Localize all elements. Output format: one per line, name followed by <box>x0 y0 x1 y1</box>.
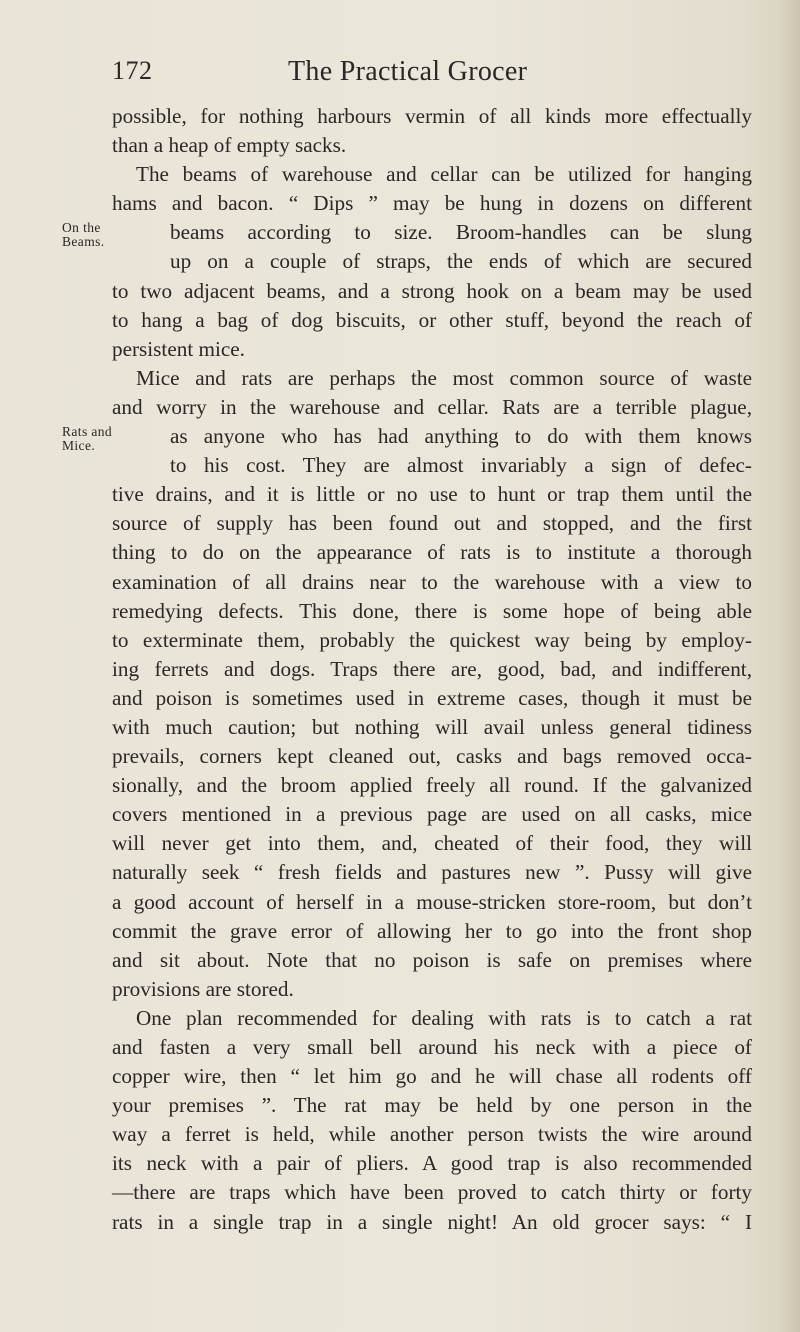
margin-note-rats: Rats and Mice. <box>62 424 113 454</box>
body-text <box>62 102 752 1237</box>
running-title: The Practical Grocer <box>288 56 528 87</box>
text-line: covers mentioned in a previous page are used on all casks, mice <box>112 802 752 827</box>
text-line: commit the grave error of allowing her to go into the front shop <box>112 918 752 943</box>
text-line: to two adjacent beams, and a strong hook on a beam may be used <box>112 278 752 303</box>
text-line: with much caution; but nothing will avail unless general tidiness <box>112 714 752 739</box>
text-line: and poison is sometimes used in extreme cases, though it must be <box>112 685 752 710</box>
text-line: rats in a single trap in a single night! An old grocer says: “ I <box>112 1209 752 1234</box>
text-line: than a heap of empty sacks. <box>112 133 347 158</box>
text-line: ing ferrets and dogs. Traps there are, good, bad, and indifferent, <box>112 656 752 681</box>
text-line: copper wire, then “ let him go and he will chase all rodents off <box>112 1064 752 1089</box>
text-line: prevails, corners kept cleaned out, casks and bags removed occa- <box>112 744 752 769</box>
text-line: hams and bacon. “ Dips ” may be hung in dozens on different <box>112 191 752 216</box>
text-line: will never get into them, and, cheated of their food, they will <box>112 831 752 856</box>
text-line: thing to do on the appearance of rats is to institute a thorough <box>112 540 752 565</box>
text-line-indented <box>112 247 752 276</box>
text-line: —there are traps which have been proved to catch thirty or forty <box>112 1180 752 1205</box>
text-line: as anyone who has had anything to do with them knows <box>170 424 752 449</box>
text-line: source of supply has been found out and stopped, and the first <box>112 511 752 536</box>
text-line: examination of all drains near to the warehouse with a view to <box>112 569 752 594</box>
page-edge-shadow <box>778 0 800 1332</box>
text-line: up on a couple of straps, the ends of which are secured <box>170 249 752 274</box>
text-line: and fasten a very small bell around his neck with a piece of <box>112 1035 752 1059</box>
text-line: your premises ”. The rat may be held by one person in the <box>112 1093 752 1118</box>
text-line: tive drains, and it is little or no use to hunt or trap them until the <box>112 482 752 507</box>
text-line-with-margin-note <box>62 422 752 454</box>
text-line: and sit about. Note that no poison is safe on premises where <box>112 947 752 972</box>
text-line-indented <box>112 451 752 480</box>
text-line: to hang a bag of dog biscuits, or other stuff, beyond the reach of <box>112 307 752 332</box>
text-line: possible, for nothing harbours vermin of all kinds more effectually <box>112 104 752 128</box>
text-line: remedying defects. This done, there is some hope of being able <box>112 598 752 623</box>
text-line-with-margin-note <box>62 218 752 250</box>
text-line: and worry in the warehouse and cellar. Rats are a terrible plague, <box>112 394 752 419</box>
text-line: a good account of herself in a mouse-stricken store-room, but don’t <box>112 889 752 914</box>
margin-note-beams: On the Beams. <box>62 220 105 250</box>
text-line: provisions are stored. <box>112 976 294 1001</box>
text-line: The beams of warehouse and cellar can be utilized for hanging <box>136 162 752 187</box>
page-header <box>112 56 752 96</box>
text-line: to exterminate them, probably the quickest way being by employ- <box>112 627 752 652</box>
text-line: way a ferret is held, while another person twists the wire around <box>112 1122 752 1147</box>
page-number: 172 <box>112 56 153 85</box>
text-line: Mice and rats are perhaps the most common source of waste <box>136 365 752 390</box>
text-line: to his cost. They are almost invariably a sign of defec- <box>170 453 752 478</box>
text-line: One plan recommended for dealing with rats is to catch a rat <box>136 1005 752 1030</box>
text-line: its neck with a pair of pliers. A good trap is also recommended <box>112 1151 752 1176</box>
text-line: persistent mice. <box>112 336 245 361</box>
text-line: beams according to size. Broom-handles can be slung <box>170 220 752 245</box>
text-line: naturally seek “ fresh fields and pastures new ”. Pussy will give <box>112 860 752 885</box>
text-line: sionally, and the broom applied freely all round. If the galvanized <box>112 773 752 798</box>
